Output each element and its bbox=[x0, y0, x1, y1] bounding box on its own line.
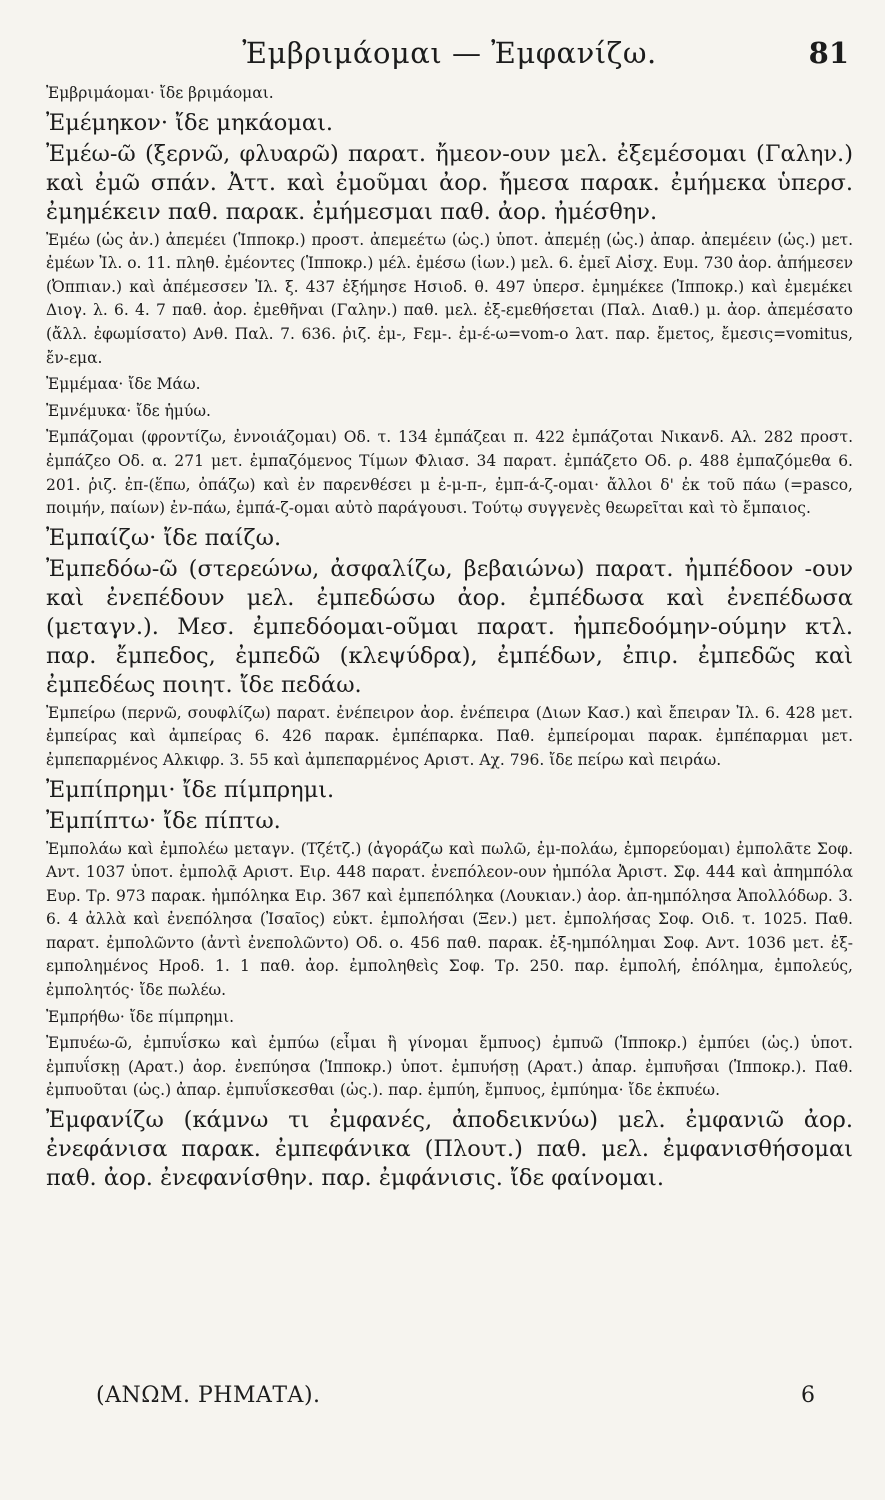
entry: Ἐμπείρω (περνῶ, σουφλίζω) παρατ. ἐνέπειρον ἀορ. ἐνέπειρα (Διων Κασ.) καὶ ἔπειραν Ἰλ. 6. 428 μετ. ἐμπείρας καὶ ἀμπείρας 6. 426 παρακ. ἐμπέπαρκα. Παθ. ἐμπείρομαι παρακ. ἐμπέπαρμαι μετ. ἐμπεπαρμένος Αλκιφρ. 3. 55 καὶ ἀμπεπαρμένος Αριστ. Αχ. 796. ἴδε πείρω καὶ πειράω. bbox=[46, 703, 853, 769]
entry: Ἐμπρήθω· ἴδε πίμπρημι. bbox=[46, 1007, 235, 1026]
entries-list bbox=[46, 82, 853, 1193]
entry: Ἐμμέμαα· ἴδε Μάω. bbox=[46, 375, 201, 394]
page-number: 81 bbox=[808, 36, 849, 70]
entry: Ἐμπίπρημι· ἴδε πίμπρημι. bbox=[46, 776, 335, 803]
entry: Ἐμπυέω-ῶ, ἐμπυΐσκω καὶ ἐμπύω (εἶμαι ἢ γίνομαι ἔμπυος) ἐμπυῶ (Ἱπποκρ.) ἐμπύει (ὡς.) ὑποτ. ἐμπυΐσκῃ (Αρατ.) ἀορ. ἐνεπύησα (Ἱπποκρ.) ὑποτ. ἐμπυήσῃ (Αρατ.) ἀπαρ. ἐμπυῆσαι (Ἱπποκρ.). Παθ. ἐμπυοῦται (ὡς.) ἀπαρ. ἐμπυΐσκεσθαι (ὡς.). παρ. ἐμπύη, ἔμπυος, ἐμπύημα· ἴδε ἐκπυέω. bbox=[46, 1034, 853, 1100]
entry: Ἐμπεδόω-ῶ (στερεώνω, ἀσφαλίζω, βεβαιώνω) παρατ. ἠμπέδοον -ουν καὶ ἐνεπέδουν μελ. ἐμπεδώσω ἀορ. ἐμπέδωσα καὶ ἐνεπέδωσα (μεταγν.). Μεσ. ἐμπεδόομαι-οῦμαι παρατ. ἠμπεδοόμην-ούμην κτλ. παρ. ἔμπεδος, ἐμπεδῶ (κλεψύδρα), ἐμπέδων, ἐπιρ. ἐμπεδῶς καὶ ἐμπεδέως ποιητ. ἴδε πεδάω. bbox=[46, 555, 853, 698]
running-header bbox=[46, 28, 853, 82]
entry: Ἐμνέμυκα· ἴδε ἡμύω. bbox=[46, 401, 211, 420]
entry: Ἐμέμηκον· ἴδε μηκάομαι. bbox=[46, 109, 334, 136]
entry: Ἐμπίπτω· ἴδε πίπτω. bbox=[46, 807, 281, 834]
entry: Ἐμπολάω καὶ ἐμπολέω μεταγν. (Τζέτζ.) (ἀγοράζω καὶ πωλῶ, ἐμ-πολάω, ἐμπορεύομαι) ἐμπολᾶτε Σοφ. Αντ. 1037 ὑποτ. ἐμπολᾷ Αριστ. Ειρ. 448 παρατ. ἐνεπόλεον-ουν ἠμπόλα Ἀριστ. Σφ. 444 καὶ ἀπημπόλα Ευρ. Τρ. 973 παρακ. ἠμπόληκα Ειρ. 367 καὶ ἐμπεπόληκα (Λουκιαν.) ἀορ. ἀπ-ημπόλησα Ἀπολλόδωρ. 3. 6. 4 ἀλλὰ καὶ ἐνεπόλησα (Ἰσαῖος) εὐκτ. ἐμπολήσαι (Ξεν.) μετ. ἐμπολήσας Σοφ. Οιδ. τ. 1025. Παθ. παρατ. ἐμπολῶντο (ἀντὶ ἐνεπολῶντο) Οδ. ο. 456 παθ. παρακ. ἐξ-ημπόλημαι Σοφ. Αντ. 1036 μετ. ἐξ-εμπολημένος Ηροδ. 1. 1 παθ. ἀορ. ἐμποληθεὶς Σοφ. Τρ. 250. παρ. ἐμπολή, ἐπόλημα, ἐμπολεύς, ἐμπολητός· ἴδε πωλέω. bbox=[46, 839, 853, 1000]
entry: Ἐμπάζομαι (φροντίζω, ἐννοιάζομαι) Οδ. τ. 134 ἐμπάζεαι π. 422 ἐμπάζοται Νικανδ. Αλ. 282 προστ. ἐμπάζεο Οδ. α. 271 μετ. ἐμπαζόμενος Τίμων Φλιασ. 34 παρατ. ἐμπάζετο Οδ. ρ. 488 ἐμπαζόμεθα 6. 201. ῥιζ. ἐπ-(ἕπω, ὀπάζω) καὶ ἐν παρενθέσει μ ἐ-μ-π-, ἐμπ-ά-ζ-ομαι· ἄλλοι δ' ἐκ τοῦ πάω (=pasco, ποιμήν, παίων) ἐν-πάω, ἐμπά-ζ-ομαι αὐτὸ παράγουσι. Τούτῳ συγγενὲς θεωρεῖται καὶ τὸ ἔμπαιος. bbox=[46, 428, 853, 518]
entry: Ἐμβριμάομαι· ἴδε βριμάομαι. bbox=[46, 84, 274, 102]
entry: Ἐμέω (ὡς ἀν.) ἀπεμέει (Ἱπποκρ.) προστ. ἀπεμεέτω (ὡς.) ὑποτ. ἀπεμέῃ (ὡς.) ἀπαρ. ἀπεμέειν (ὡς.) μετ. ἐμέων Ἰλ. ο. 11. πληθ. ἐμέοντες (Ἱπποκρ.) μέλ. ἐμέσω (ἰων.) μελ. 6. ἐμεῖ Αἰσχ. Ευμ. 730 ἀορ. ἀπήμεσεν (Ὀππιαν.) καὶ ἀπέμεσσεν Ἰλ. ξ. 437 ἐξήμησε Ησιοδ. θ. 497 ὑπερσ. ἐμημέκεε (Ἱπποκρ.) καὶ ἐμεμέκει Διογ. λ. 6. 4. 7 παθ. ἀορ. ἐμεθῆναι (Γαλην.) παθ. μελ. ἐξ-εμεθήσεται (Παλ. Διαθ.) μ. ἀορ. ἀπεμέσατο (ἄλλ. ἐφωμίσατο) Ανθ. Παλ. 7. 636. ῥιζ. ἐμ-, Ϝεμ-. ἐμ-έ-ω=vom-o λατ. παρ. ἔμετος, ἔμεσις=vomitus, ἔν-εμα. bbox=[46, 230, 853, 367]
gathering-number: 6 bbox=[801, 1383, 815, 1408]
entry: Ἐμπαίζω· ἴδε παίζω. bbox=[46, 524, 282, 551]
entry: Ἐμέω-ῶ (ξερνῶ, φλυαρῶ) παρατ. ἤμεον-ουν μελ. ἐξεμέσομαι (Γαλην.) καὶ ἐμῶ σπάν. Ἀττ. καὶ ἐμοῦμαι ἀορ. ἤμεσα παρακ. ἐμήμεκα ὑπερσ. ἐμημέκειν παθ. παρακ. ἐμήμεσμαι παθ. ἀορ. ἠμέσθην. bbox=[46, 140, 853, 225]
page-title: Ἐμβριμάομαι — Ἐμφανίζω. bbox=[242, 36, 657, 70]
entry: Ἐμφανίζω (κάμνω τι ἐμφανές, ἀποδεικνύω) μελ. ἐμφανιῶ ἀορ. ἐνεφάνισα παρακ. ἐμπεφάνικα (Πλουτ.) παθ. μελ. ἐμφανισθήσομαι παθ. ἀορ. ἐνεφανίσθην. παρ. ἐμφάνισις. ἴδε φαίνομαι. bbox=[46, 1107, 853, 1192]
signature-mark: (ΑΝΩΜ. ΡΗΜΑΤΑ). bbox=[96, 1383, 321, 1408]
